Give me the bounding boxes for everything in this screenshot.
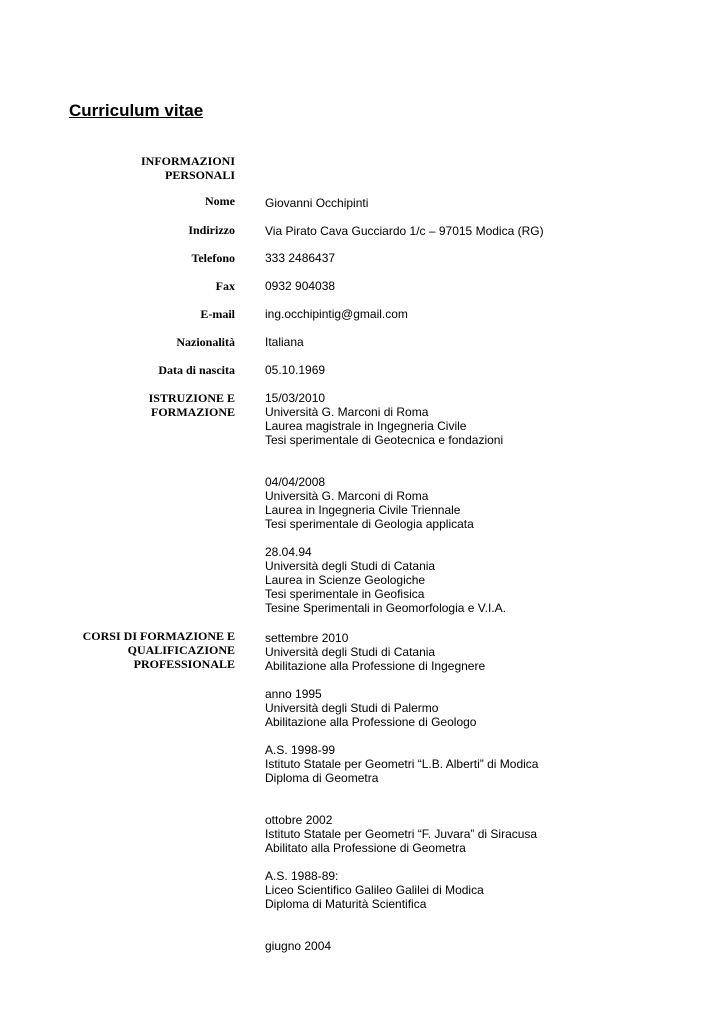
course-entry-institution: Istituto Statale per Geometri “L.B. Alberti” di Modica (265, 757, 539, 771)
course-entry-institution: Università degli Studi di Catania (265, 645, 436, 659)
label-indirizzo: Indirizzo (188, 223, 235, 237)
education-entry-institution: Università G. Marconi di Roma (265, 489, 429, 503)
education-entry (265, 475, 474, 531)
value-data-di-nascita: 05.10.1969 (265, 363, 326, 377)
section-heading-courses-line2: QUALIFICAZIONE (127, 643, 235, 657)
course-entry-qualification: Diploma di Maturità Scientifica (265, 897, 427, 911)
course-entry (265, 869, 484, 911)
course-entry-date: ottobre 2002 (265, 813, 333, 827)
section-heading-personal-line2: PERSONALI (164, 168, 235, 182)
course-entry (265, 813, 537, 855)
course-entry-date: giugno 2004 (265, 939, 332, 953)
course-entry-institution: Università degli Studi di Palermo (265, 701, 439, 715)
education-entry-thesis: Tesi sperimentale in Geofisica (265, 587, 425, 601)
education-entry-degree: Laurea magistrale in Ingegneria Civile (265, 419, 467, 433)
value-indirizzo: Via Pirato Cava Gucciardo 1/c – 97015 Modica (RG) (265, 224, 544, 238)
education-entry-degree: Laurea in Ingegneria Civile Triennale (265, 503, 461, 517)
education-entry-institution: Università G. Marconi di Roma (265, 405, 429, 419)
course-entry-date: A.S. 1988-89: (265, 869, 339, 883)
value-telefono: 333 2486437 (265, 251, 336, 265)
education-entry (265, 391, 503, 447)
education-entry-date: 04/04/2008 (265, 475, 326, 489)
label-nome: Nome (205, 194, 235, 208)
label-fax: Fax (215, 279, 235, 293)
section-heading-courses-line3: PROFESSIONALE (133, 657, 235, 671)
course-entry-date: settembre 2010 (265, 631, 349, 645)
education-entry (265, 545, 506, 615)
education-entry-institution: Università degli Studi di Catania (265, 559, 436, 573)
education-entry-thesis: Tesi sperimentale di Geotecnica e fondazioni (265, 433, 504, 447)
value-fax: 0932 904038 (265, 279, 336, 293)
section-heading-personal-line1: INFORMAZIONI (140, 154, 235, 168)
label-data-di-nascita: Data di nascita (158, 363, 235, 377)
value-nazionalita: Italiana (265, 335, 304, 349)
course-entry-institution: Liceo Scientifico Galileo Galilei di Modica (265, 883, 484, 897)
label-email: E-mail (200, 307, 235, 321)
course-entry-qualification: Abilitazione alla Professione di Ingegnere (265, 659, 486, 673)
value-nome: Giovanni Occhipinti (265, 196, 369, 210)
page-title: Curriculum vitae (69, 101, 204, 120)
course-entry (265, 743, 538, 785)
course-entry-qualification: Diploma di Geometra (265, 771, 379, 785)
education-entry-extra: Tesine Sperimentali in Geomorfologia e V.I.A. (265, 601, 507, 615)
education-entry-date: 28.04.94 (265, 545, 312, 559)
course-entry-date: A.S. 1998-99 (265, 743, 336, 757)
label-nazionalita: Nazionalità (176, 335, 235, 349)
education-entry-degree: Laurea in Scienze Geologiche (265, 573, 426, 587)
course-entry (265, 939, 331, 953)
course-entry-qualification: Abilitazione alla Professione di Geologo (265, 715, 477, 729)
section-heading-education-line2: FORMAZIONE (151, 405, 235, 419)
education-entry-thesis: Tesi sperimentale di Geologia applicata (265, 517, 474, 531)
value-email: ing.occhipintig@gmail.com (265, 307, 408, 321)
education-entry-date: 15/03/2010 (265, 391, 326, 405)
section-heading-education-line1: ISTRUZIONE E (148, 391, 235, 405)
label-telefono: Telefono (191, 251, 235, 265)
course-entry-institution: Istituto Statale per Geometri “F. Juvara” di Siracusa (265, 827, 538, 841)
course-entry-qualification: Abilitato alla Professione di Geometra (265, 841, 466, 855)
course-entry (265, 687, 476, 729)
course-entry (265, 631, 485, 673)
section-heading-courses-line1: CORSI DI FORMAZIONE E (82, 629, 235, 643)
course-entry-date: anno 1995 (265, 687, 322, 701)
